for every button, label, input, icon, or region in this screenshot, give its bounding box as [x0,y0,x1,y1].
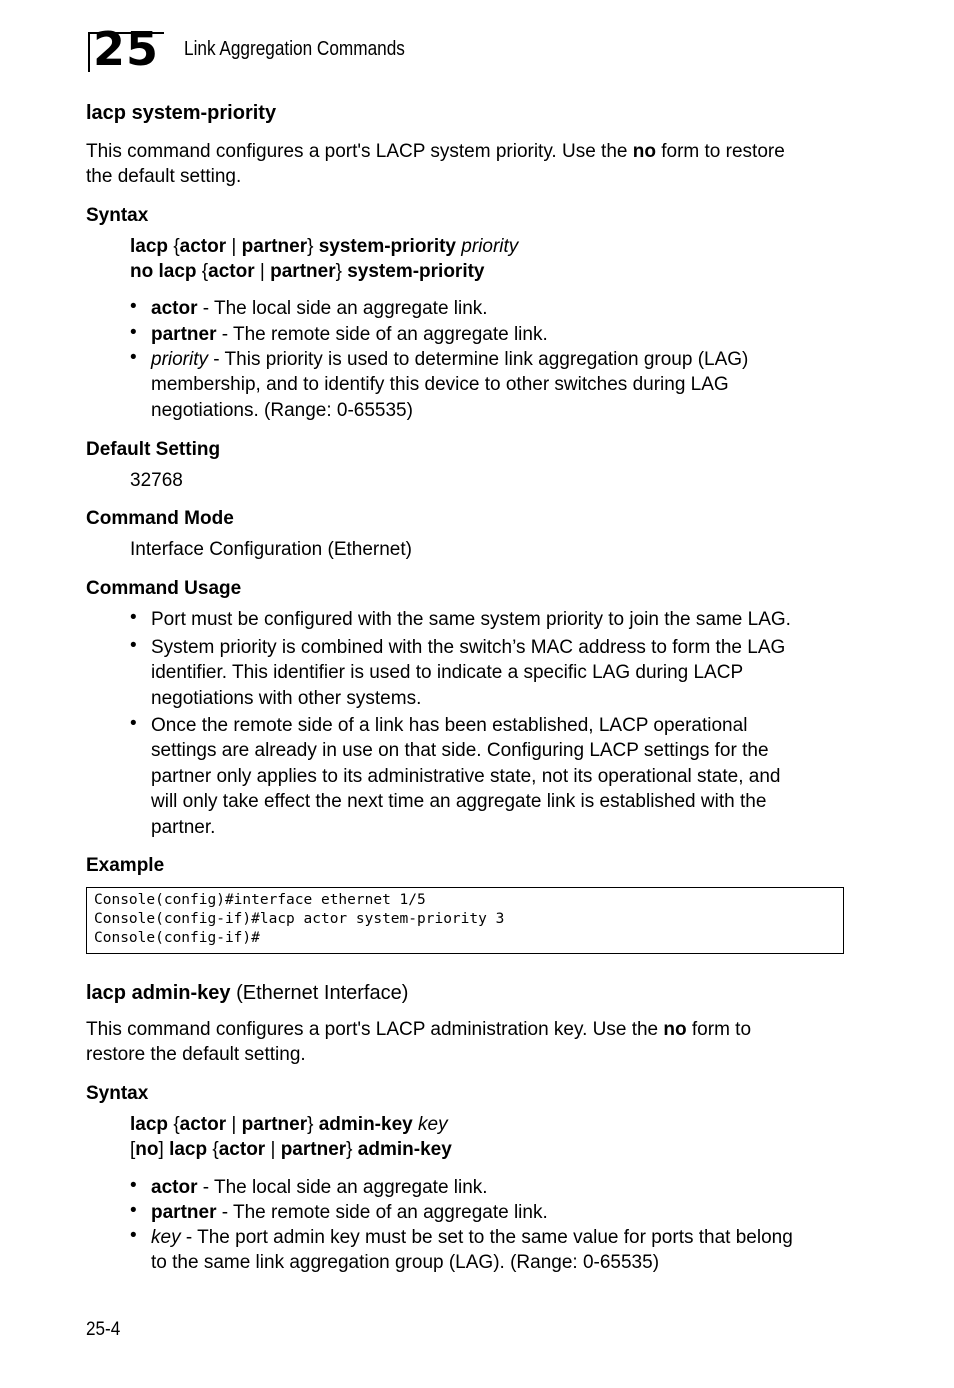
syntax-keyword: partner [241,236,308,257]
command-title-name: lacp admin-key [86,982,231,1004]
syntax-line [130,234,518,259]
syntax-separator: | [265,1139,281,1160]
code-line: Console(config-if)# [94,930,260,946]
syntax-heading: Syntax [86,1083,149,1104]
usage-item-continuation: settings are already in use on that side. Configuring LACP settings for the [151,740,769,761]
syntax-line [130,1112,448,1137]
bullet-marker: • [130,296,137,317]
description-text: This command configures a port's LACP administration key. Use the [86,1019,664,1040]
description-text-line-2: the default setting. [86,166,242,187]
parameter-text: - The remote side of an aggregate link. [216,1202,548,1223]
command-title [86,982,408,1005]
parameter-item [151,347,748,373]
description-keyword-no: no [632,141,656,162]
command-usage-heading: Command Usage [86,578,242,599]
syntax-keyword: lacp [130,1114,174,1135]
usage-item: System priority is combined with the switch’s MAC address to form the LAG [151,637,786,658]
syntax-brace: } [307,1114,319,1135]
code-line: Console(config-if)#lacp actor system-priority 3 [94,911,505,927]
chapter-title: Link Aggregation Commands [184,38,405,60]
parameter-item [151,1175,488,1201]
description-text: form to [686,1019,752,1040]
syntax-bracket: [ [130,1139,136,1160]
syntax-brace: } [346,1139,358,1160]
syntax-separator: | [226,1114,242,1135]
bullet-marker: • [130,322,137,343]
syntax-separator: | [226,236,242,257]
command-description [86,1017,751,1043]
syntax-keyword: no lacp [130,261,202,282]
parameter-text: - The port admin key must be set to the same value for ports that belong [180,1227,793,1248]
syntax-brace: { [212,1139,219,1160]
parameter-item [151,1225,793,1251]
syntax-brace: } [307,236,319,257]
example-heading: Example [86,855,165,876]
parameter-term: actor [151,298,198,319]
syntax-brace: } [335,261,348,282]
command-mode-heading: Command Mode [86,508,234,529]
syntax-brace: { [173,236,180,257]
description-keyword-no: no [663,1019,687,1040]
bullet-marker: • [130,347,137,368]
parameter-term: actor [151,1177,198,1198]
syntax-brace: { [201,261,209,282]
code-line: Console(config)#interface ethernet 1/5 [94,892,426,908]
syntax-keyword: lacp [169,1139,213,1160]
syntax-keyword: admin-key [357,1139,452,1160]
syntax-keyword: partner [280,1139,347,1160]
syntax-line [130,1137,452,1162]
bullet-marker: • [130,1225,137,1246]
bullet-marker: • [130,713,137,734]
parameter-text-continuation: negotiations. (Range: 0-65535) [151,400,413,421]
parameter-term: partner [151,1202,217,1223]
parameter-term: partner [151,324,217,345]
default-setting-heading: Default Setting [86,439,221,460]
syntax-parameter: priority [461,236,519,257]
syntax-keyword: system-priority [347,261,485,282]
default-setting-value: 32768 [130,470,183,491]
command-title: lacp system-priority [86,102,277,124]
syntax-keyword: actor [208,261,255,282]
syntax-keyword: no [135,1139,159,1160]
bullet-marker: • [130,635,137,656]
usage-item: Port must be configured with the same system priority to join the same LAG. [151,609,791,630]
parameter-item [151,1200,548,1226]
description-text-line-2: restore the default setting. [86,1044,306,1065]
chapter-number: 25 [93,22,160,76]
parameter-text: - The local side an aggregate link. [197,298,488,319]
parameter-text: - This priority is used to determine link aggregation group (LAG) [208,349,749,370]
parameter-text-continuation: to the same link aggregation group (LAG). (Range: 0-65535) [151,1252,660,1273]
syntax-keyword: partner [241,1114,308,1135]
bullet-marker: • [130,607,137,628]
parameter-item [151,322,548,348]
chapter-box-left-rule [88,32,90,72]
page-number: 25-4 [86,1319,121,1340]
syntax-keyword: system-priority [318,236,457,257]
syntax-heading: Syntax [86,205,149,226]
usage-item-continuation: partner. [151,817,216,838]
usage-item-continuation: negotiations with other systems. [151,688,422,709]
command-mode-value: Interface Configuration (Ethernet) [130,539,412,560]
command-description [86,139,785,165]
usage-item-continuation: will only take effect the next time an aggregate link is established with the [151,791,767,812]
description-text: This command configures a port's LACP system priority. Use the [86,141,633,162]
parameter-term: key [151,1227,181,1248]
example-code-box [86,887,844,954]
syntax-separator: | [254,261,271,282]
syntax-keyword: actor [179,236,227,257]
usage-item-continuation: partner only applies to its administrative state, not its operational state, and [151,766,781,787]
usage-item: Once the remote side of a link has been established, LACP operational [151,715,748,736]
syntax-parameter: key [418,1114,448,1135]
syntax-line [130,259,485,284]
description-text: form to restore [655,141,785,162]
syntax-keyword: actor [179,1114,227,1135]
parameter-item [151,296,488,322]
chapter-number-box [88,22,164,76]
parameter-text: - The local side an aggregate link. [197,1177,488,1198]
parameter-text: - The remote side of an aggregate link. [216,324,548,345]
syntax-keyword: actor [218,1139,266,1160]
parameter-text-continuation: membership, and to identify this device to other switches during LAG [151,374,729,395]
syntax-keyword: partner [270,261,336,282]
syntax-keyword: admin-key [318,1114,413,1135]
usage-item-continuation: identifier. This identifier is used to indicate a specific LAG during LACP [151,662,744,683]
syntax-brace: { [173,1114,180,1135]
bullet-marker: • [130,1175,137,1196]
syntax-bracket: ] [158,1139,170,1160]
syntax-keyword: lacp [130,236,174,257]
parameter-term: priority [151,349,209,370]
bullet-marker: • [130,1200,137,1221]
command-title-qualifier: (Ethernet Interface) [230,982,409,1004]
